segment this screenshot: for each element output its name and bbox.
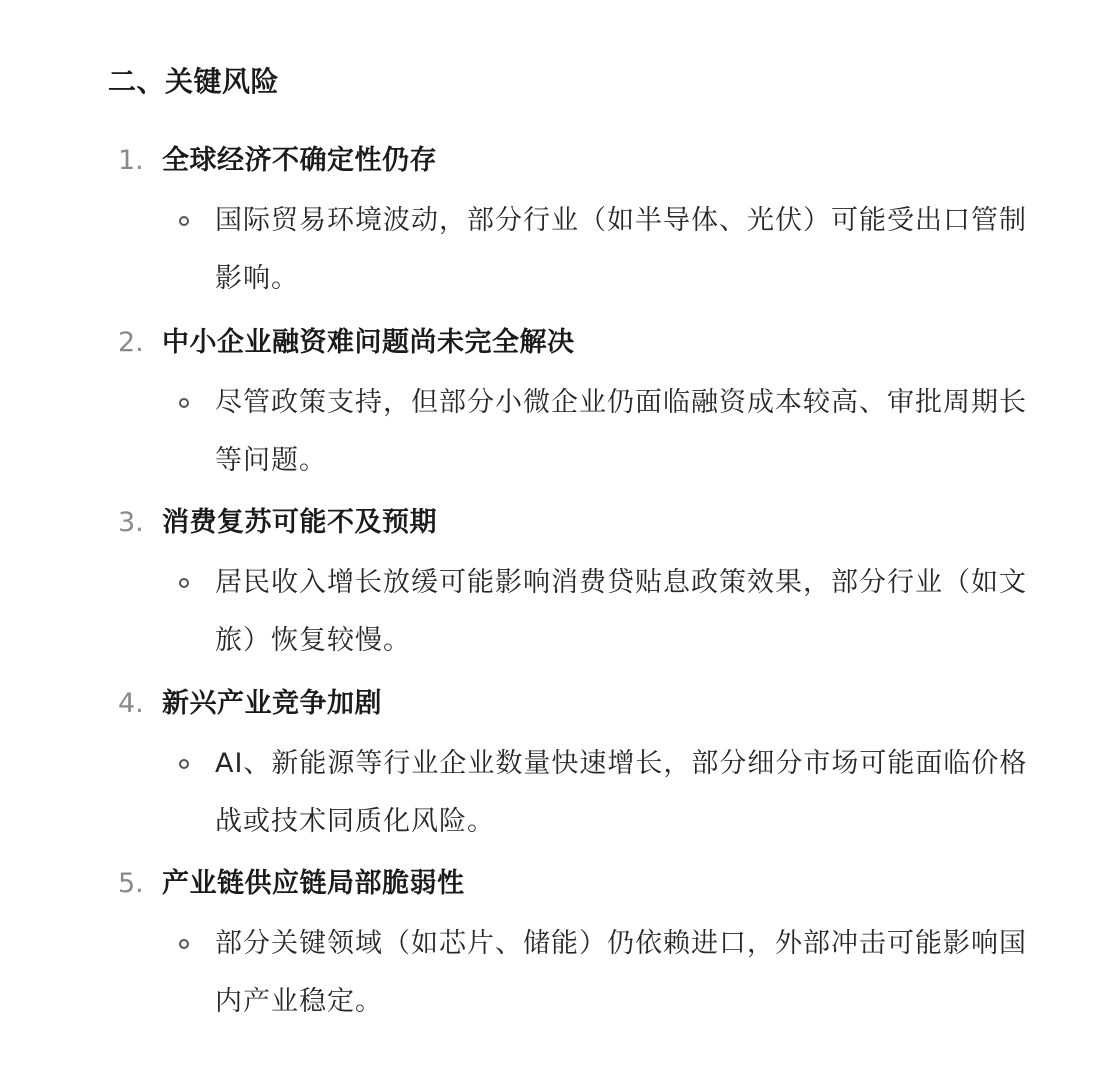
risk-detail-text: 部分关键领域（如芯片、储能）仍依赖进口，外部冲击可能影响国内产业稳定。 (215, 928, 1027, 1017)
section-title: 二、关键风险 (108, 65, 280, 98)
risk-detail-text: 尽管政策支持，但部分小微企业仍面临融资成本较高、审批周期长等问题。 (215, 387, 1027, 476)
risk-number: 5. (118, 868, 144, 899)
hollow-circle-bullet-icon (179, 398, 189, 408)
risk-title: 全球经济不确定性仍存 (162, 145, 437, 176)
risk-number: 4. (118, 688, 144, 719)
risk-detail-text: AI、新能源等行业企业数量快速增长，部分细分市场可能面临价格战或技术同质化风险。 (215, 748, 1028, 837)
hollow-circle-bullet-icon (179, 216, 189, 226)
risk-title: 中小企业融资难问题尚未完全解决 (162, 327, 575, 358)
hollow-circle-bullet-icon (179, 759, 189, 769)
risk-number: 3. (118, 507, 144, 538)
risk-number: 2. (118, 327, 144, 358)
hollow-circle-bullet-icon (179, 578, 189, 588)
risk-title: 消费复苏可能不及预期 (162, 507, 437, 538)
risk-title: 产业链供应链局部脆弱性 (162, 868, 465, 899)
risk-detail-text: 国际贸易环境波动，部分行业（如半导体、光伏）可能受出口管制影响。 (215, 205, 1027, 294)
hollow-circle-bullet-icon (179, 939, 189, 949)
risk-number: 1. (118, 145, 144, 176)
risk-title: 新兴产业竞争加剧 (162, 688, 382, 719)
risk-detail-text: 居民收入增长放缓可能影响消费贷贴息政策效果，部分行业（如文旅）恢复较慢。 (215, 567, 1027, 656)
